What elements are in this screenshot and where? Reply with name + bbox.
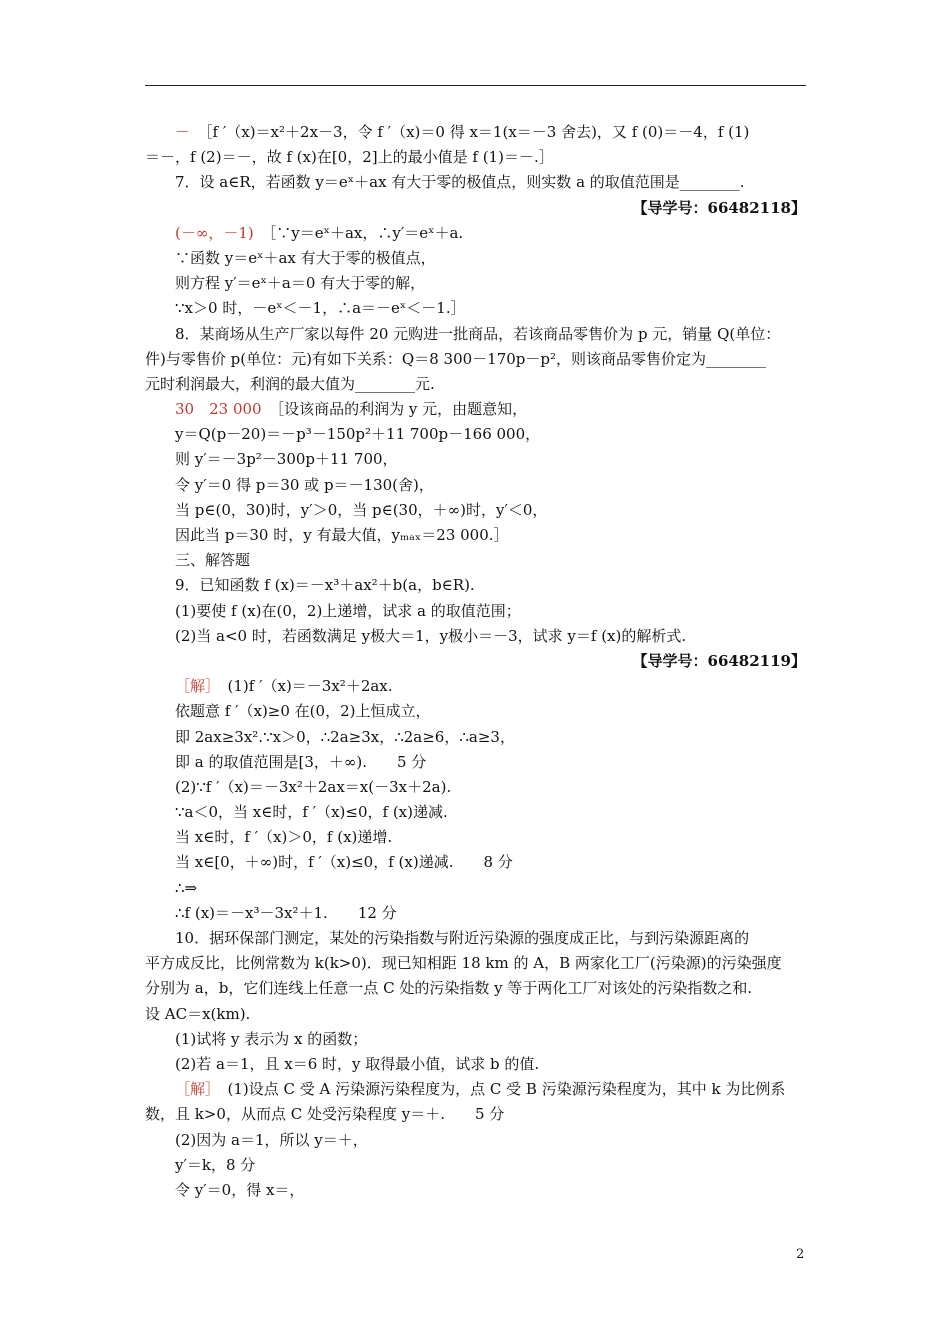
text-line <box>145 674 806 699</box>
text-segment: 平方成反比，比例常数为 k(k>0)．现已知相距 18 km 的 A，B 两家化工厂(污染源)的污染强度 <box>145 954 782 973</box>
text-line <box>145 1052 806 1077</box>
text-segment: (2)∵f ′（x)＝－3x²＋2ax＝x(－3x＋2a). <box>175 777 452 796</box>
text-segment: 即 a 的取值范围是[3，＋∞). 5 分 <box>175 752 427 771</box>
text-segment: 则方程 y′＝eˣ＋a＝0 有大于零的解， <box>175 274 426 293</box>
text-line <box>145 573 806 598</box>
text-segment: 令 y′＝0，得 x＝， <box>175 1180 305 1199</box>
text-line <box>145 599 806 624</box>
answer-label: ［解］ <box>175 1080 213 1099</box>
text-segment: ＝－，f (2)＝－，故 f (x)在[0，2]上的最小值是 f (1)＝－.］ <box>145 148 554 167</box>
text-line <box>145 271 806 296</box>
text-line <box>145 473 806 498</box>
text-line <box>145 775 806 800</box>
text-line <box>145 120 806 145</box>
text-segment: ∵a＜0，当 x∈时，f ′（x)≤0，f (x)递减. <box>175 803 448 822</box>
text-segment: 件)与零售价 p(单位：元)有如下关系：Q＝8 300－170p－p²，则该商品零售价定为________ <box>145 349 767 368</box>
text-line <box>145 1002 806 1027</box>
page-number: 2 <box>796 1247 805 1262</box>
text-segment: 令 y′＝0 得 p＝30 或 p＝－130(舍)， <box>175 475 434 494</box>
text-line <box>145 951 806 976</box>
text-line <box>145 1027 806 1052</box>
text-segment: 设 AC＝x(km). <box>145 1004 251 1023</box>
answer-label: ［解］ <box>175 677 213 696</box>
text-segment: 即 2ax≥3x².∵x＞0，∴2a≥3x，∴2a≥6，∴a≥3， <box>175 727 515 746</box>
text-segment: 当 p∈(0，30)时，y′＞0，当 p∈(30，＋∞)时，y′＜0， <box>175 500 548 519</box>
text-line <box>145 876 806 901</box>
text-line <box>145 1102 806 1127</box>
text-segment: 8．某商场从生产厂家以每件 20 元购进一批商品，若该商品零售价为 p 元，销量 Q(单位： <box>175 324 781 343</box>
text-line <box>145 850 806 875</box>
text-segment: 因此当 p＝30 时，y 有最大值，yₘₐₓ＝23 000.］ <box>175 526 509 544</box>
text-line <box>145 1153 806 1178</box>
text-line <box>145 1077 806 1102</box>
text-segment: 9．已知函数 f (x)＝－x³＋ax²＋b(a，b∈R). <box>175 576 475 595</box>
text-segment: 三、解答题 <box>175 551 251 570</box>
text-line <box>145 296 806 321</box>
text-line <box>145 699 806 724</box>
text-segment: (2)因为 a＝1，所以 y＝＋， <box>175 1130 368 1149</box>
text-line <box>145 750 806 775</box>
text-line <box>145 624 806 649</box>
text-line <box>145 901 806 926</box>
text-segment: 当 x∈时，f ′（x)＞0，f (x)递增. <box>175 828 393 847</box>
text-segment: ∴f (x)＝－x³－3x²＋1. 12 分 <box>175 903 397 922</box>
text-segment: 分别为 a，b，它们连线上任意一点 C 处的污染指数 y 等于两化工厂对该处的污染指数之和. <box>145 979 753 998</box>
text-segment: (2)若 a＝1，且 x＝6 时，y 取得最小值，试求 b 的值. <box>175 1054 540 1073</box>
text-segment: y＝Q(p－20)＝－p³－150p²＋11 700p－166 000， <box>175 425 541 444</box>
text-segment: (1)f ′（x)＝－3x²＋2ax. <box>212 677 393 696</box>
text-line <box>145 196 806 221</box>
text-segment: ∴⇒ <box>175 878 198 897</box>
reference-number: 【导学号：66482119】 <box>632 651 806 670</box>
text-segment: ［∵y＝eˣ＋ax，∴y′＝eˣ＋a. <box>253 223 464 242</box>
text-segment: (2)当 a<0 时，若函数满足 y极大＝1，y极小＝－3，试求 y＝f (x)的解析式. <box>175 626 687 645</box>
text-segment: (1)设点 C 受 A 污染源污染程度为，点 C 受 B 污染源污染程度为，其中 k 为比例系 <box>212 1080 786 1099</box>
reference-number: 【导学号：66482118】 <box>632 198 806 217</box>
text-line <box>145 246 806 271</box>
text-line <box>145 145 806 170</box>
header-rule <box>145 85 806 86</box>
text-segment: ∵x＞0 时，－eˣ＜－1，∴a＝－eˣ＜－1.］ <box>175 299 466 318</box>
text-line <box>145 649 806 674</box>
answer-label: (－∞，－1) <box>175 223 254 242</box>
text-segment: 10．据环保部门测定，某处的污染指数与附近污染源的强度成正比，与到污染源距离的 <box>175 929 750 947</box>
text-line <box>145 322 806 347</box>
text-segment: 依题意 f ′（x)≥0 在(0，2)上恒成立， <box>175 702 431 721</box>
text-line <box>145 523 806 548</box>
document-body <box>145 120 806 1203</box>
text-line <box>145 725 806 750</box>
text-line <box>145 548 806 573</box>
text-line <box>145 347 806 372</box>
text-segment: 元时利润最大，利润的最大值为________元. <box>145 374 435 393</box>
text-line <box>145 976 806 1001</box>
text-line <box>145 397 806 422</box>
text-line <box>145 800 806 825</box>
text-segment: 数，且 k>0，从而点 C 处受污染程度 y＝＋. 5 分 <box>145 1105 505 1124</box>
text-line <box>145 422 806 447</box>
answer-label: － <box>175 123 191 141</box>
text-segment: ［f ′（x)＝x²＋2x－3，令 f ′（x)＝0 得 x＝1(x＝－3 舍去)，又 f (0)＝－4，f (1) <box>190 123 750 141</box>
text-line <box>145 170 806 195</box>
text-line <box>145 825 806 850</box>
text-segment: 则 y′＝－3p²－300p＋11 700， <box>175 450 398 469</box>
text-segment: (1)要使 f (x)在(0，2)上递增，试求 a 的取值范围； <box>175 601 521 620</box>
text-segment: (1)试将 y 表示为 x 的函数； <box>175 1029 368 1048</box>
text-line <box>145 926 806 951</box>
text-line <box>145 498 806 523</box>
answer-label: 30 23 000 <box>175 400 262 419</box>
text-segment: 当 x∈[0，＋∞)时，f ′（x)≤0，f (x)递减. 8 分 <box>175 853 513 872</box>
text-line <box>145 372 806 397</box>
text-line <box>145 221 806 246</box>
text-line <box>145 1178 806 1203</box>
text-segment: y′＝k，8 分 <box>175 1155 256 1174</box>
text-line <box>145 1128 806 1153</box>
text-segment: 7．设 a∈R，若函数 y＝eˣ＋ax 有大于零的极值点，则实数 a 的取值范围是________. <box>175 173 745 192</box>
text-line <box>145 447 806 472</box>
text-segment: ∵函数 y＝eˣ＋ax 有大于零的极值点， <box>175 248 436 267</box>
text-segment: ［设该商品的利润为 y 元，由题意知， <box>261 400 528 419</box>
